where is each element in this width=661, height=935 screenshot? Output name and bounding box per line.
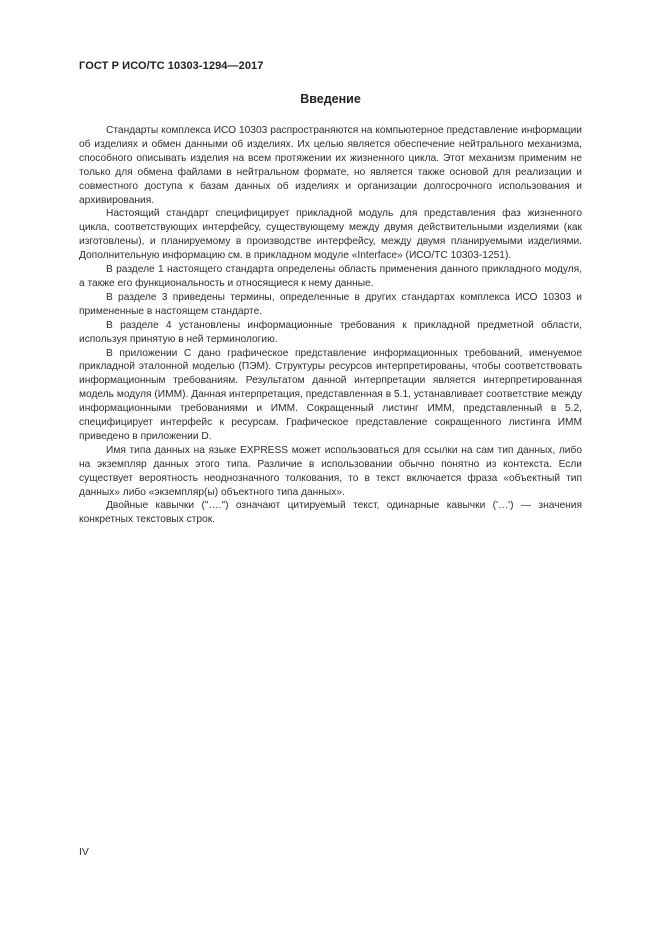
paragraph: В разделе 3 приведены термины, определенные в других стандартах комплекса ИСО 10303 и примененные в настоящем стандарте.	[79, 291, 582, 317]
paragraph: В приложении С дано графическое представление информационных требований, именуемое прикладной эталонной моделью (ПЭМ). Структуры ресурсов интерпретированы, чтобы соответствовать информационным требованиям. Результатом данной интерпретации является интерпретированная модель модуля (ИММ). Данная интерпретация, представленная в 5.1, устанавливает соответствие между информационными требованиями и ИММ. Сокращенный листинг ИММ, представленный в 5.2, специфицирует интерфейс к ресурсам. Графическое представление сокращенного листинга ИММ приведено в приложении D.	[79, 347, 582, 442]
body-text	[79, 124, 582, 527]
paragraph: Стандарты комплекса ИСО 10303 распространяются на компьютерное представление информации об изделиях и обмен данными об изделиях. Их целью является обеспечение нейтрального механизма, способного описывать изделия на всем протяжении их жизненного цикла. Этот механизм применим не только для обмена файлами в нейтральном формате, но является также основой для реализации и совместного доступа к базам данных об изделиях и организации долгосрочного использования и архивирования.	[79, 125, 582, 206]
paragraph: В разделе 1 настоящего стандарта определены область применения данного прикладного модуля, а также его функциональность и относящиеся к нему данные.	[79, 264, 582, 289]
paragraph: Настоящий стандарт специфицирует прикладной модуль для представления фаз жизненного цикла, соответствующих интерфейсу, существующему между двумя действительными изделиями (как изготовлены), и планируемому в производстве интерфейсу, между двумя планируемыми изделиями. Дополнительную информацию см. в прикладном модуле «Interface» (ИСО/ТС 10303-1251).	[79, 208, 582, 262]
paragraph: Двойные кавычки ("….") означают цитируемый текст, одинарные кавычки ('…') — значения конкретных текстовых строк.	[79, 500, 582, 526]
paragraph: В разделе 4 установлены информационные требования к прикладной предметной области, используя принятую в ней терминологию.	[79, 319, 582, 345]
paragraph: Имя типа данных на языке EXPRESS может использоваться для ссылки на сам тип данных, либо на экземпляр данных этого типа. Различие в использовании обычно понятно из контекста. Если существует вероятность неоднозначного толкования, то в текст включается фраза «объектный тип данных» либо «экземпляр(ы) объектного типа данных».	[79, 444, 582, 498]
page-number: IV	[79, 846, 89, 858]
section-title: Введение	[300, 92, 361, 106]
document-header: ГОСТ Р ИСО/ТС 10303-1294—2017	[79, 60, 264, 72]
